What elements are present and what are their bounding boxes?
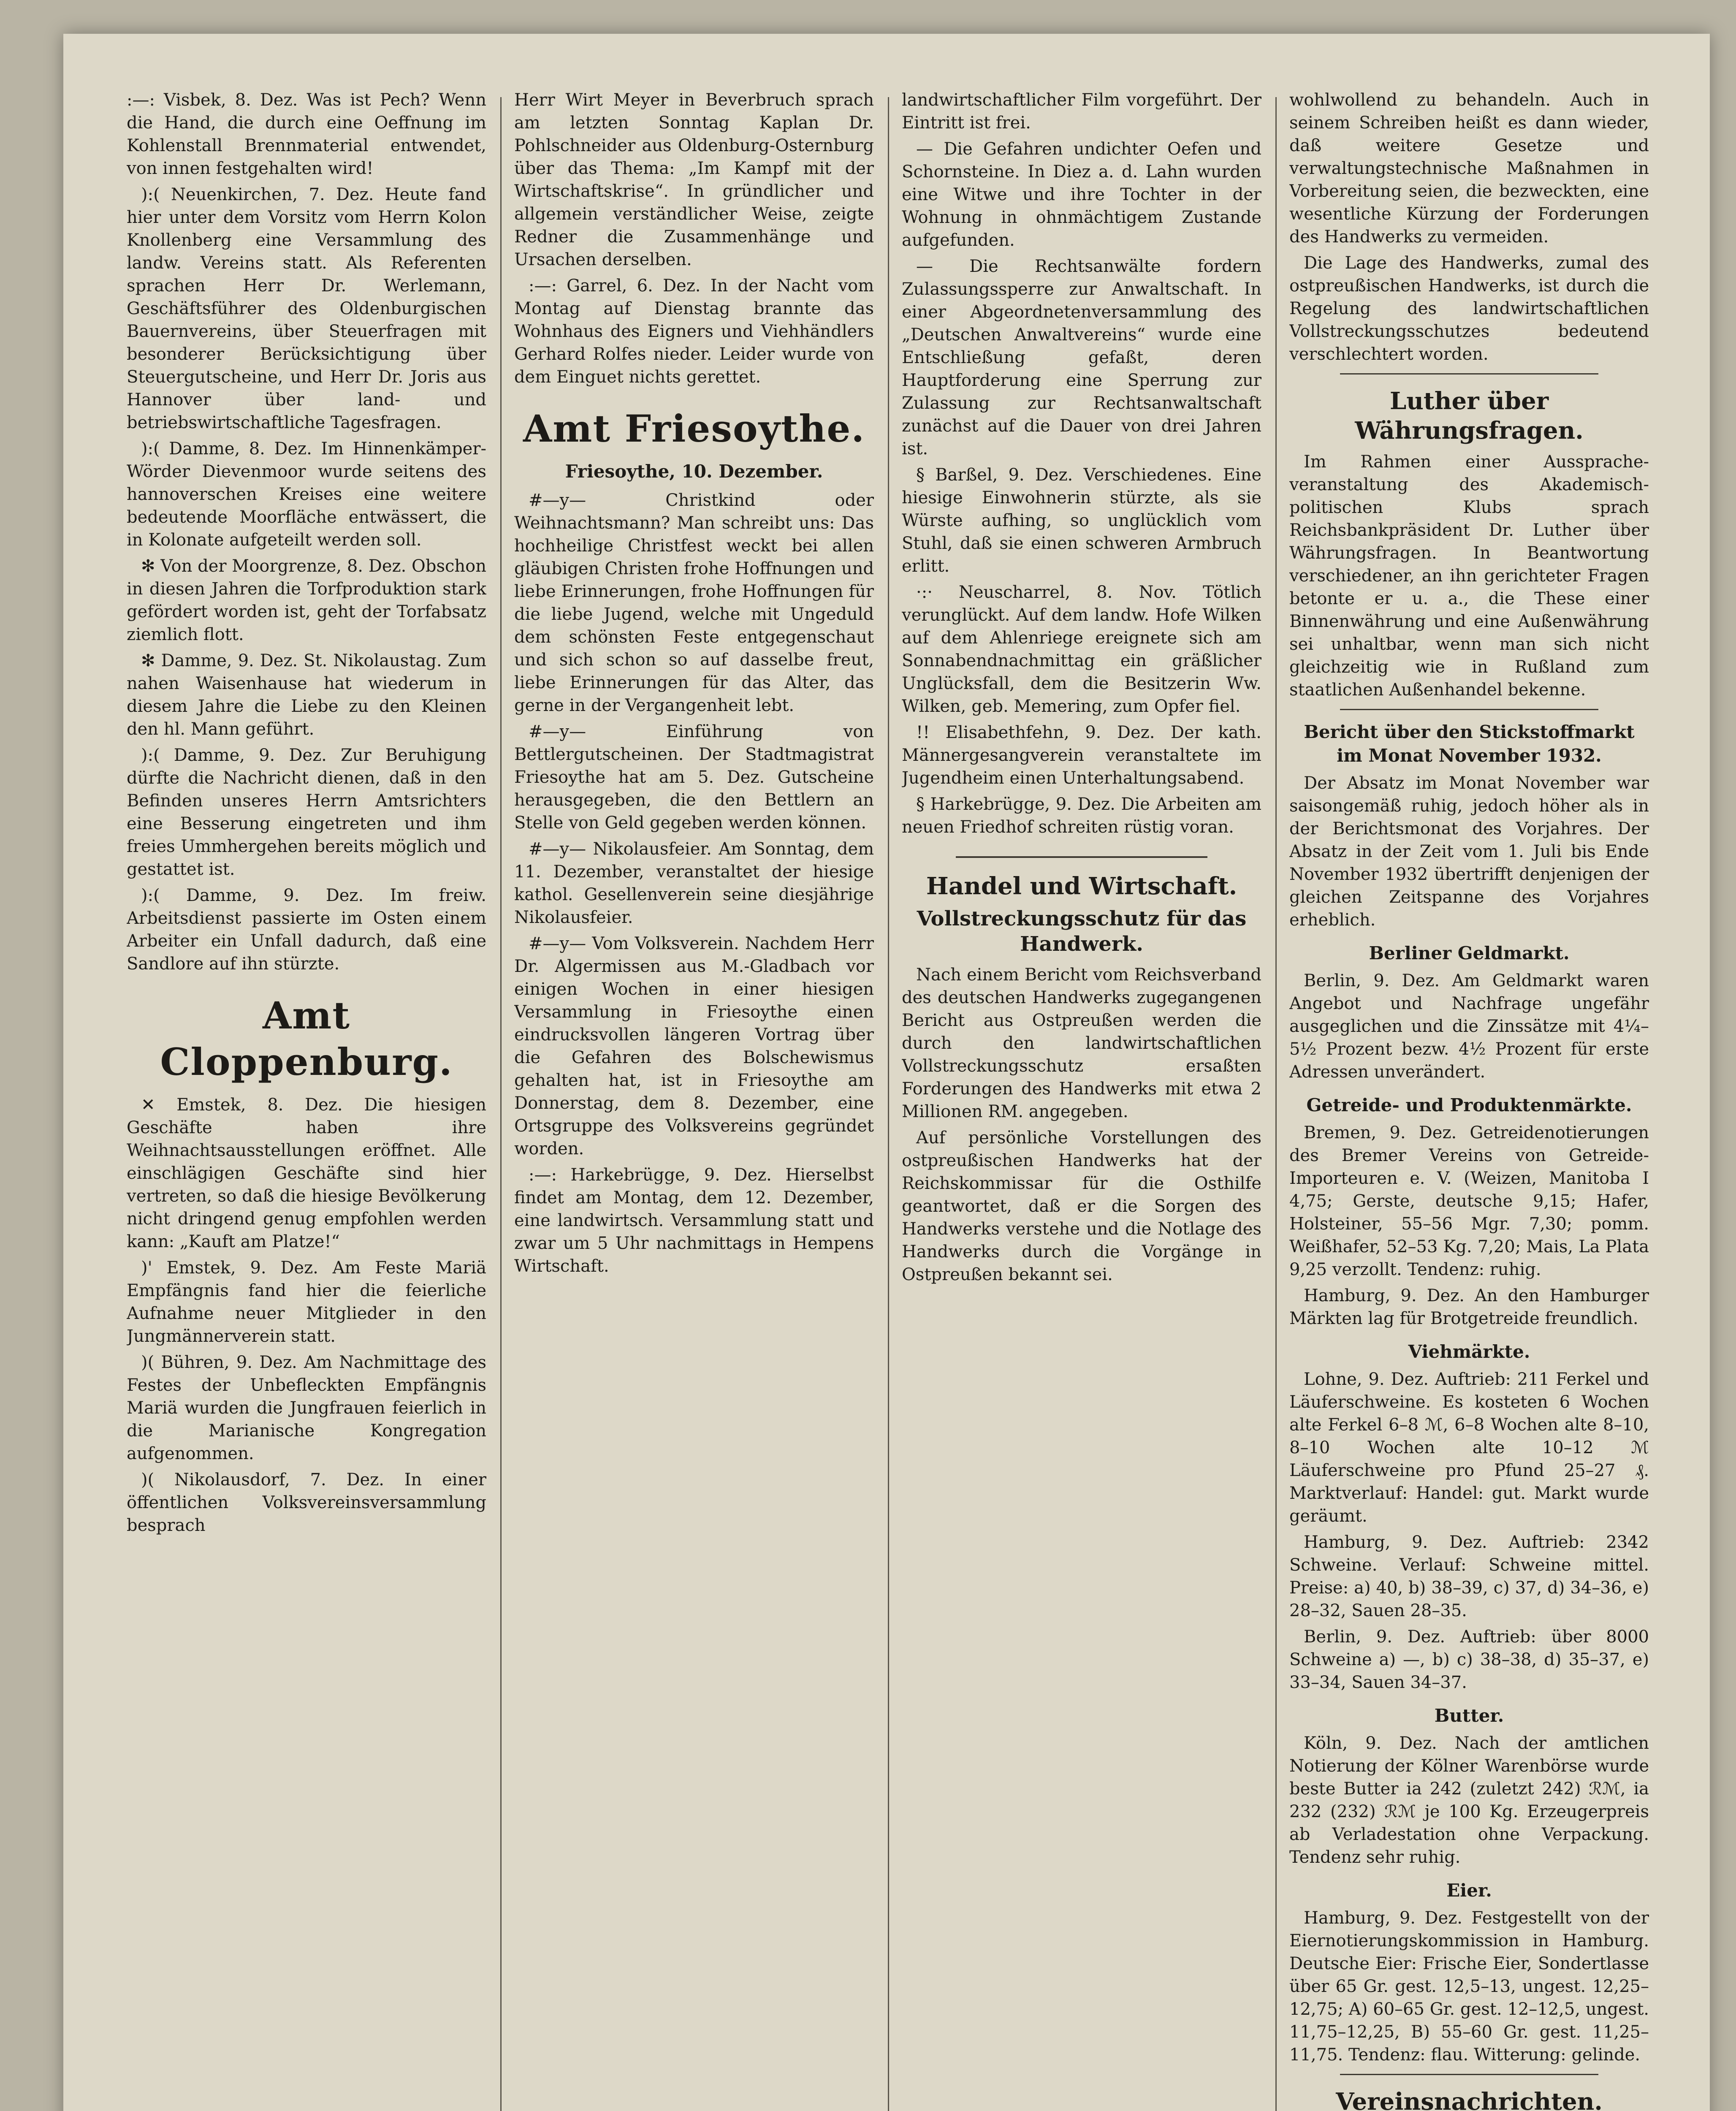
article-paragraph: § Harkebrügge, 9. Dez. Die Arbeiten am neuen Friedhof schreiten rüstig voran. [902, 795, 1261, 837]
column-rule [1275, 97, 1277, 2111]
article-paragraph: Im Rahmen einer Ausspracheveranstaltung des Akademisch-politischen Klubs sprach Reichsbankpräsident Dr. Luther über Währungsfragen. In Beantwortung verschiedener, an ihn gerichteter Fragen betonte er u. a., die These einer Binnenwährung und eine Außenwährung sei unhaltbar, wenn man sich nicht gleichzeitig wie in Rußland zum staatlichen Außenhandel bekenne. [1289, 452, 1649, 700]
article-heading-vereinsnachrichten: Vereinsnachrichten. [1336, 2088, 1603, 2111]
article-paragraph: landwirtschaftlicher Film vorgeführt. Der Eintritt ist frei. [902, 90, 1261, 133]
article-heading-getreide: Getreide- und Produktenmärkte. [1306, 1095, 1632, 1115]
article-paragraph: § Barßel, 9. Dez. Verschiedenes. Eine hiesige Einwohnerin stürzte, als sie Würste aufhing, so unglücklich vom Stuhl, daß sie einen schweren Armbruch erlitt. [902, 465, 1261, 576]
divider [1340, 709, 1598, 710]
article-paragraph: Berlin, 9. Dez. Am Geldmarkt waren Angebot und Nachfrage ungefähr ausgeglichen und die Zinssätze mit 4¼–5½ Prozent bezw. 4½ Prozent für erste Adressen unverändert. [1289, 971, 1649, 1082]
column-2 [514, 89, 874, 2111]
newspaper-page [63, 34, 1710, 2111]
article-paragraph: wohlwollend zu behandeln. Auch in seinem Schreiben heißt es dann wieder, daß weitere Gesetze und verwaltungstechnische Maßnahmen in Vorbereitung seien, die bezweckten, eine wesentliche Kürzung der Forderungen des Handwerks zu vermeiden. [1289, 90, 1649, 247]
article-paragraph: Hamburg, 9. Dez. An den Hamburger Märkten lag für Brotgetreide freundlich. [1289, 1286, 1649, 1328]
article-paragraph: — Die Rechtsanwälte fordern Zulassungssperre zur Anwaltschaft. In einer Abgeordnetenversammlung des „Deutschen Anwaltvereins“ wurde eine Entschließung gefaßt, deren Hauptforderung eine Sperrung zur Zulassung zur Rechtsanwaltschaft zunächst auf die Dauer von drei Jahren ist. [902, 257, 1261, 459]
column-3 [902, 89, 1261, 2111]
article-heading-vollstreckungsschutz: Vollstreckungsschutz für das Handwerk. [917, 907, 1247, 956]
article-paragraph: #—y— Vom Volksverein. Nachdem Herr Dr. Algermissen aus M.-Gladbach vor einigen Wochen in einer hiesigen Versammlung in Friesoythe einen eindrucksvollen längeren Vortrag über die Gefahren des Bolschewismus gehalten hat, ist in Friesoythe am Donnerstag, dem 8. Dezember, eine Ortsgruppe des Volksvereins gegründet worden. [514, 934, 874, 1159]
article-paragraph: :—: Harkebrügge, 9. Dez. Hierselbst findet am Montag, dem 12. Dezember, eine landwirtsch. Versammlung statt und zwar um 5 Uhr nachmittags in Hempens Wirtschaft. [514, 1165, 874, 1276]
article-paragraph: :—: Garrel, 6. Dez. In der Nacht vom Montag auf Dienstag brannte das Wohnhaus des Eigners und Viehhändlers Gerhard Rolfes nieder. Leider wurde von dem Einguet nichts gerettet. [514, 276, 874, 387]
article-heading-stickstoff: Bericht über den Stickstoffmarkt im Monat November 1932. [1304, 722, 1635, 766]
article-paragraph: Hamburg, 9. Dez. Festgestellt von der Eiernotierungskommission in Hamburg. Deutsche Eier: Frische Eier, Sondertlasse über 65 Gr. gest. 12,5–13, ungest. 12,25–12,75; A) 60–65 Gr. gest. 12–12,5, ungest. 11,75–12,25, B) 55–60 Gr. gest. 11,25–11,75. Tendenz: flau. Witterung: gelinde. [1289, 1908, 1649, 2065]
column-4 [1289, 89, 1649, 2111]
section-heading-handel: Handel und Wirtschaft. [926, 872, 1237, 900]
article-paragraph: ✻ Damme, 9. Dez. St. Nikolaustag. Zum nahen Waisenhause hat wiederum in diesem Jahre die Liebe zu den Kleinen den hl. Mann geführt. [127, 651, 486, 739]
article-paragraph: — Die Gefahren undichter Oefen und Schornsteine. In Diez a. d. Lahn wurden eine Witwe und ihre Tochter in der Wohnung in ohnmächtigem Zustande aufgefunden. [902, 139, 1261, 250]
article-paragraph: ✕ Emstek, 8. Dez. Die hiesigen Geschäfte haben ihre Weihnachtsausstellungen eröffnet. Alle einschlägigen Geschäfte sind hier vertreten, so daß die hiesige Bevölkerung nicht dringend genug empfohlen werden kann: „Kauft am Platze!“ [127, 1095, 486, 1251]
article-paragraph: )' Emstek, 9. Dez. Am Feste Mariä Empfängnis fand hier die feierliche Aufnahme neuer Mitglieder in den Jungmännerverein statt. [127, 1258, 486, 1346]
column-rule [500, 97, 502, 2111]
article-paragraph: Berlin, 9. Dez. Auftrieb: über 8000 Schweine a) —, b) c) 38–38, d) 35–37, e) 33–34, Sauen 34–37. [1289, 1627, 1649, 1692]
article-paragraph: ):( Neuenkirchen, 7. Dez. Heute fand hier unter dem Vorsitz vom Herrn Kolon Knollenberg eine Versammlung des landw. Vereins statt. Als Referenten sprachen Herr Dr. Werlemann, Geschäftsführer des Oldenburgischen Bauernvereins, über Steuerfragen mit besonderer Berücksichtigung über Steuergutscheine, und Herr Dr. Joris aus Hannover über land- und betriebswirtschaftliche Tagesfragen. [127, 185, 486, 432]
divider [1340, 2074, 1598, 2075]
article-paragraph: ):( Damme, 9. Dez. Im freiw. Arbeitsdienst passierte im Osten einem Arbeiter ein Unfall dadurch, daß eine Sandlore auf ihn stürzte. [127, 886, 486, 974]
article-paragraph: ✻ Von der Moorgrenze, 8. Dez. Obschon in diesen Jahren die Torfproduktion stark gefördert worden ist, geht der Torfabsatz ziemlich flott. [127, 556, 486, 644]
article-paragraph: ):( Damme, 9. Dez. Zur Beruhigung dürfte die Nachricht dienen, daß in den Befinden unseres Herrn Amtsrichters eine Besserung eingetreten und ihm freies Ummhergehen bereits möglich und gestattet ist. [127, 746, 486, 879]
article-paragraph: )( Nikolausdorf, 7. Dez. In einer öffentlichen Volksvereinsversammlung besprach [127, 1470, 486, 1535]
article-paragraph: :—: Visbek, 8. Dez. Was ist Pech? Wenn die Hand, die durch eine Oeffnung im Kohlenstall Brennmaterial entwendet, von innen festgehalten wird! [127, 90, 486, 178]
article-heading-viehmaerkte: Viehmärkte. [1408, 1341, 1530, 1362]
article-paragraph: Der Absatz im Monat November war saisongemäß ruhig, jedoch höher als in der Berichtsmonat des Vorjahres. Der Absatz in der Zeit vom 1. Juli bis Ende November 1932 übertrifft denjenigen der gleichen Zeitspanne des Vorjahres erheblich. [1289, 773, 1649, 930]
article-paragraph: ·:· Neuscharrel, 8. Nov. Tötlich verunglückt. Auf dem landw. Hofe Wilken auf dem Ahlenriege ereignete sich am Sonnabendnachmittag ein gräßlicher Unglücksfall, dem die Besitzerin Ww. Wilken, geb. Memering, zum Opfer fiel. [902, 583, 1261, 716]
section-heading-amt-friesoythe: Amt Friesoythe. [523, 407, 865, 450]
column-rule [888, 97, 889, 2111]
article-paragraph: !! Elisabethfehn, 9. Dez. Der kath. Männergesangverein veranstaltete im Jugendheim einen Unterhaltungsabend. [902, 723, 1261, 788]
article-paragraph: Herr Wirt Meyer in Beverbruch sprach am letzten Sonntag Kaplan Dr. Pohlschneider aus Oldenburg-Osternburg über das Thema: „Im Kampf mit der Wirtschaftskrise“. In gründlicher und allgemein verständlicher Weise, zeigte Redner die Zusammenhänge und Ursachen derselben. [514, 90, 874, 269]
article-heading-luther: Luther über Währungsfragen. [1355, 387, 1584, 445]
article-heading-geldmarkt: Berliner Geldmarkt. [1369, 943, 1570, 963]
article-paragraph: Lohne, 9. Dez. Auftrieb: 211 Ferkel und Läuferschweine. Es kosteten 6 Wochen alte Ferkel 6–8 ℳ, 6–8 Wochen alte 8–10, 8–10 Wochen alte 10–12 ℳ Läuferschweine pro Pfund 25–27 ₰. Marktverlauf: Handel: gut. Markt wurde geräumt. [1289, 1370, 1649, 1526]
section-divider [902, 844, 1261, 860]
article-paragraph: Auf persönliche Vorstellungen des ostpreußischen Handwerks hat der Reichskommissar für die Osthilfe geantwortet, daß er die Sorgen des Handwerks verstehe und die Notlage des Handwerks durch die Vorgänge in Ostpreußen bekannt sei. [902, 1128, 1261, 1284]
article-paragraph: Bremen, 9. Dez. Getreidenotierungen des Bremer Vereins von Getreide-Importeuren e. V. (Weizen, Manitoba I 4,75; Gerste, deutsche 9,15; Hafer, Holsteiner, 55–56 Mgr. 7,30; pomm. Weißhafer, 52–53 Kg. 7,20; Mais, La Plata 9,25 verzollt. Tendenz: ruhig. [1289, 1123, 1649, 1279]
article-paragraph: ):( Damme, 8. Dez. Im Hinnenkämper-Wörder Dievenmoor wurde seitens des hannoverschen Kreises eine weitere bedeutende Moorfläche entwässert, die in Kolonate aufgeteilt werden soll. [127, 439, 486, 550]
article-paragraph: #—y— Nikolausfeier. Am Sonntag, dem 11. Dezember, veranstaltet der hiesige kathol. Gesellenverein seine diesjährige Nikolausfeier. [514, 839, 874, 927]
article-heading-butter: Butter. [1434, 1705, 1504, 1726]
article-paragraph: #—y— Christkind oder Weihnachtsmann? Man schreibt uns: Das hochheilige Christfest weckt bei allen gläubigen Christen frohe Hoffnungen und liebe Erinnerungen, frohe Hoffnungen für die liebe Jugend, welche mit Ungeduld dem schönsten Feste entgegenschaut und sich schon so auf dasselbe freut, liebe Erinnerungen für das Alter, das gerne in der Vergangenheit lebt. [514, 491, 874, 715]
article-paragraph: Hamburg, 9. Dez. Auftrieb: 2342 Schweine. Verlauf: Schweine mittel. Preise: a) 40, b) 38–39, c) 37, d) 34–36, e) 28–32, Sauen 28–35. [1289, 1533, 1649, 1620]
section-heading-amt-cloppenburg: Amt Cloppenburg. [160, 993, 453, 1084]
article-paragraph: Nach einem Bericht vom Reichsverband des deutschen Handwerks zugegangenen Bericht aus Ostpreußen werden die durch den landwirtschaftlichen Vollstreckungsschutz ersaßten Forderungen des Handwerks mit etwa 2 Millionen RM. angegeben. [902, 965, 1261, 1121]
column-1 [127, 89, 486, 2111]
article-paragraph: Köln, 9. Dez. Nach der amtlichen Notierung der Kölner Warenbörse wurde beste Butter ia 242 (zuletzt 242) ℛℳ, ia 232 (232) ℛℳ je 100 Kg. Erzeugerpreis ab Verladestation ohne Verpackung. Tendenz sehr ruhig. [1289, 1734, 1649, 1867]
article-heading-eier: Eier. [1446, 1880, 1492, 1901]
article-paragraph: )( Bühren, 9. Dez. Am Nachmittage des Festes der Unbefleckten Empfängnis Mariä wurden die Jungfrauen feierlich in die Marianische Kongregation aufgenommen. [127, 1353, 486, 1463]
dateline: Friesoythe, 10. Dezember. [565, 461, 823, 482]
article-paragraph: #—y— Einführung von Bettlergutscheinen. Der Stadtmagistrat Friesoythe hat am 5. Dez. Gutscheine herausgegeben, die den Bettlern an Stelle von Geld gegeben werden können. [514, 722, 874, 833]
divider [1340, 373, 1598, 374]
article-paragraph: Die Lage des Handwerks, zumal des ostpreußischen Handwerks, ist durch die Regelung des landwirtschaftlichen Vollstreckungsschutzes bedeutend verschlechtert worden. [1289, 253, 1649, 364]
